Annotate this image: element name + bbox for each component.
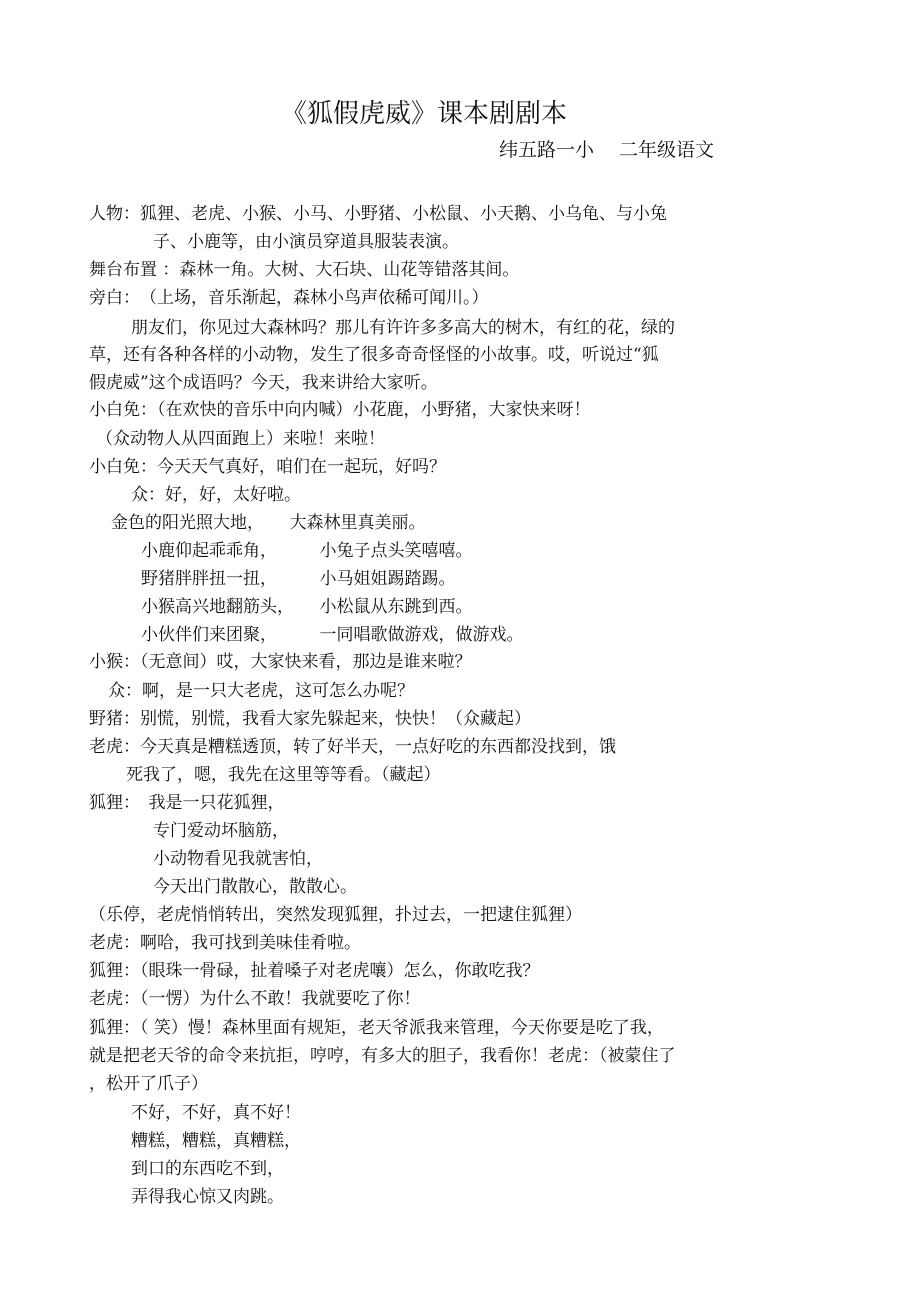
script-line: 死我了，嗯，我先在这里等等看。（藏起）: [126, 765, 441, 785]
script-line: 不好，不好，真不好！: [131, 1103, 301, 1123]
script-line: 人物：狐狸、老虎、小猴、小马、小野猪、小松鼠、小天鹅、小乌龟、与小兔: [89, 204, 667, 224]
script-line: 小白免：今天天气真好，咱们在一起玩，好吗？: [89, 457, 446, 477]
script-line: 狐狸： 我是一只花狐狸，: [89, 793, 285, 813]
script-line: 野猪胖胖扭一扭， 小马姐姐踢踏踢。: [141, 569, 456, 589]
script-line: 小白免：（在欢快的音乐中向内喊）小花鹿，小野猪，大家快来呀！: [89, 400, 591, 420]
script-line: 就是把老天爷的命令来抗拒，哼哼，有多大的胆子，我看你！老虎：（被蒙住了: [89, 1046, 676, 1066]
script-line: （众动物人从四面跑上）来啦！来啦！: [96, 429, 385, 449]
script-line: 子、小鹿等，由小演员穿道具服装表演。: [153, 232, 459, 252]
script-line: 假虎威”这个成语吗？今天，我来讲给大家听。: [89, 373, 438, 393]
script-line: ，松开了爪子）: [89, 1074, 208, 1094]
script-line: 众：好，好，太好啦。: [131, 485, 301, 505]
script-line: 老虎：今天真是糟糕透顶，转了好半天，一点好吃的东西都没找到，饿: [89, 737, 616, 757]
script-line: 老虎：啊哈，我可找到美味佳肴啦。: [89, 933, 361, 953]
script-line: 朋友们，你见过大森林吗？那儿有许许多多高大的树木，有红的花，绿的: [131, 318, 675, 338]
script-line: 到口的东西吃不到，: [131, 1159, 284, 1179]
script-line: 小动物看见我就害怕，: [153, 849, 323, 869]
page-subtitle: 纬五路一小 二年级语文: [499, 139, 715, 161]
script-line: 众：啊，是一只大老虎，这可怎么办呢？: [108, 681, 414, 701]
script-line: 小猴：（无意间）哎，大家快来看，那边是谁来啦？: [89, 652, 472, 672]
script-line: 今天出门散散心，散散心。: [153, 877, 357, 897]
script-line: 草，还有各种各样的小动物，发生了很多奇奇怪怪的小故事。哎，听说过“狐: [89, 345, 659, 365]
script-line: 金色的阳光照大地， 大森林里真美丽。: [111, 513, 426, 533]
script-line: 旁白： （上场，音乐渐起，森林小鸟声依稀可闻川。）: [89, 288, 489, 308]
script-line: 野猪：别慌，别慌，我看大家先躲起来，快快！（众藏起）: [89, 709, 531, 729]
page-title: 《狐假虎威》课本剧剧本: [281, 99, 568, 129]
script-line: 糟糕，糟糕，真糟糕，: [131, 1131, 301, 1151]
script-line: 弄得我心惊又肉跳。: [131, 1187, 284, 1207]
script-line: 狐狸：（眼珠一骨碌，扯着嗓子对老虎嚷）怎么，你敢吃我？: [89, 961, 540, 981]
script-line: 舞台布置 ：森林一角。大树、大石块、山花等错落其间。: [89, 260, 520, 280]
script-line: 小猴高兴地翻筋头， 小松鼠从东跳到西。: [141, 597, 473, 617]
script-line: 老虎：（一愣）为什么不敢！我就要吃了你！: [89, 989, 421, 1009]
script-line: 小鹿仰起乖乖角， 小兔子点头笑嘻嘻。: [141, 541, 473, 561]
script-line: （乐停，老虎悄悄转出，突然发现狐狸，扑过去，一把逮住狐狸）: [89, 905, 582, 925]
script-line: 小伙伴们来团聚， 一同唱歌做游戏，做游戏。: [141, 625, 524, 645]
script-line: 专门爱动坏脑筋，: [153, 821, 289, 841]
script-line: 狐狸：（ 笑）慢！森林里面有规矩，老天爷派我来管理，今天你要是吃了我，: [89, 1018, 664, 1038]
